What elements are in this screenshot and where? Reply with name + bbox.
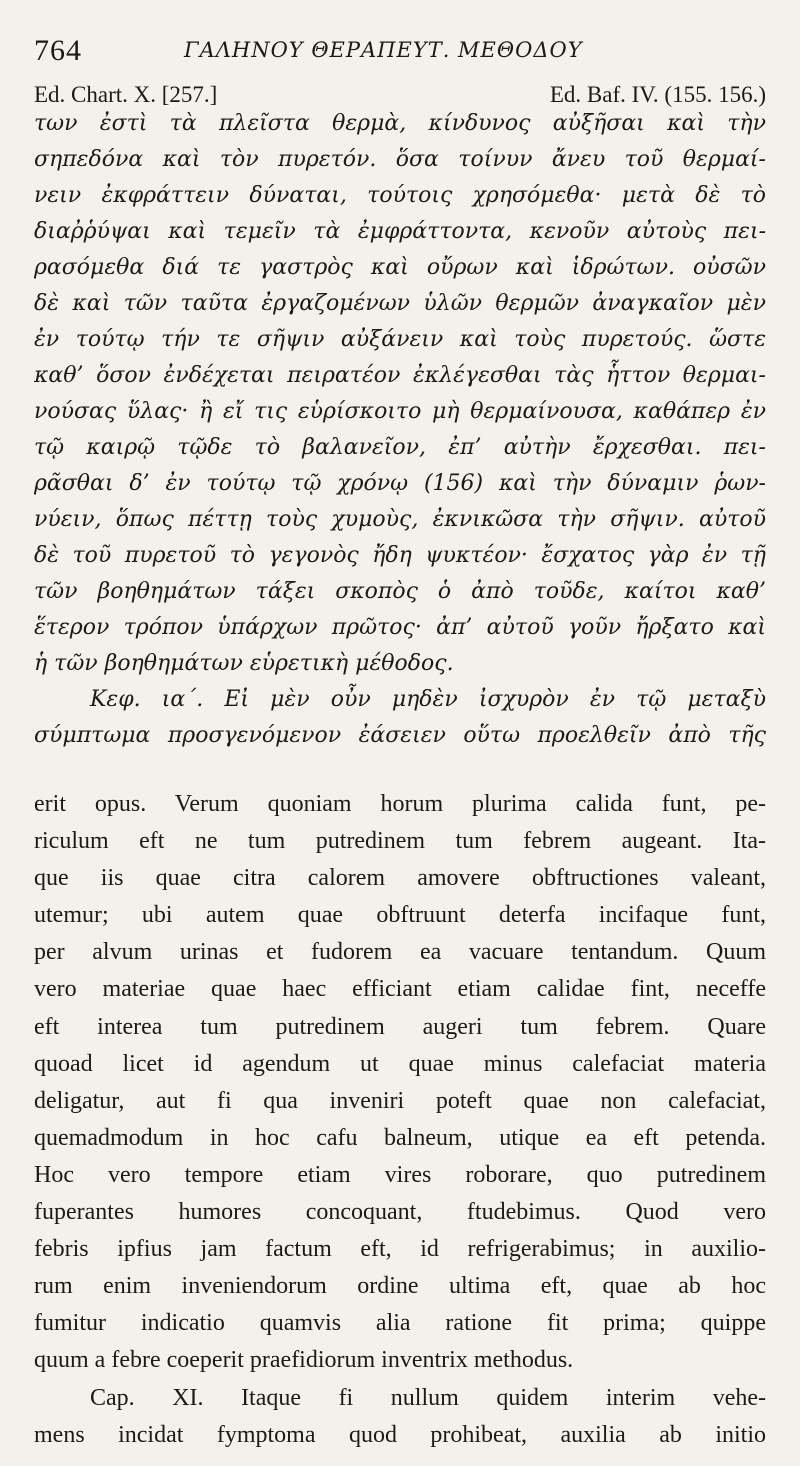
greek-line: ρᾶσθαι δ’ ἐν τούτῳ τῷ χρόνῳ (156) καὶ τὴν δύναμιν ῥων- [34,471,766,496]
latin-line: Hoc vero tempore etiam vires roborare, quo putredinem [34,1161,766,1188]
running-title: ΓΑΛΗΝΟΥ ΘΕΡΑΠΕΥΤ. ΜΕΘΟΔΟΥ [184,38,583,62]
latin-line: deligatur, aut fi qua inveniri poteft quae non calefaciat, [34,1087,766,1114]
greek-line: σύμπτωμα προσγενόμενον ἐάσειεν οὕτω προελθεῖν ἀπὸ τῆς [34,723,766,748]
greek-chapter-heading-line: Κεφ. ια΄. Εἰ μὲν οὖν μηδὲν ἰσχυρὸν ἐν τῷ μεταξὺ [90,687,766,712]
latin-text-block [34,786,766,1454]
latin-line: quemadmodum in hoc cafu balneum, utique ea eft petenda. [34,1124,766,1151]
greek-line: ἐν τούτῳ τήν τε σῆψιν αὐξάνειν καὶ τοὺς πυρετούς. ὥστε [34,327,766,352]
latin-line: fumitur indicatio quamvis alia ratione fit prima; quippe [34,1310,766,1337]
greek-line: νούσας ὕλας· ἢ εἴ τις εὑρίσκοιτο μὴ θερμαίνουσα, καθάπερ ἐν [34,399,766,424]
latin-line: que iis quae citra calorem amovere obftructiones valeant, [34,865,766,892]
latin-line: erit opus. Verum quoniam horum plurima calida funt, pe- [34,791,766,817]
greek-line: νύειν, ὅπως πέττῃ τοὺς χυμοὺς, ἐκνικῶσα τὴν σῆψιν. αὐτοῦ [34,507,766,532]
edition-chartier-ref: Ed. Chart. X. [257.] [34,82,218,107]
greek-line: διαῤῥύψαι καὶ τεμεῖν τὰ ἐμφράττοντα, κενοῦν αὐτοὺς πει- [34,219,766,244]
greek-line: καθ’ ὅσον ἐνδέχεται πειρατέον ἐκλέγεσθαι τὰς ἧττον θερμαι- [34,363,766,388]
latin-line: rum enim inveniendorum ordine ultima eft, quae ab hoc [34,1273,766,1300]
greek-line: ἡ τῶν βοηθημάτων εὑρετικὴ μέθοδος. [34,651,454,676]
latin-line: quoad licet id agendum ut quae minus calefaciat materia [34,1050,766,1077]
page-number: 764 [34,34,82,67]
latin-line: fuperantes humores concoquant, ftudebimus. Quod vero [34,1199,766,1226]
greek-line: τῶν βοηθημάτων τάξει σκοπὸς ὁ ἀπὸ τοῦδε, καίτοι καθ’ [34,579,766,604]
latin-line: quum a febre coeperit praefidiorum inventrix methodus. [34,1347,574,1374]
greek-line: δὲ τοῦ πυρετοῦ τὸ γεγονὸς ἤδη ψυκτέον· ἔσχατος γὰρ ἐν τῇ [34,543,766,568]
latin-line: vero materiae quae haec efficiant etiam calidae fint, neceffe [34,976,766,1003]
greek-line: τῷ καιρῷ τῷδε τὸ βαλανεῖον, ἐπ’ αὐτὴν ἔρχεσθαι. πει- [34,435,766,460]
greek-text-block [34,106,766,754]
greek-line: νειν ἐκφράττειν δύναται, τούτοις χρησόμεθα· μετὰ δὲ τὸ [34,183,766,208]
greek-line: δὲ καὶ τῶν ταῦτα ἐργαζομένων ὑλῶν θερμῶν ἀναγκαῖον μὲν [34,291,766,316]
edition-basel-ref: Ed. Baf. IV. (155. 156.) [549,82,766,107]
running-head [34,34,766,70]
latin-chapter-heading-line: Cap. XI. Itaque fi nullum quidem interim vehe- [90,1384,766,1411]
latin-line: eft interea tum putredinem augeri tum febrem. Quare [34,1013,766,1040]
greek-line: ἕτερον τρόπον ὑπάρχων πρῶτος· ἀπ’ αὐτοῦ γοῦν ἤρξατο καὶ [34,615,766,640]
latin-line: riculum eft ne tum putredinem tum febrem augeant. Ita- [34,828,766,855]
greek-line: ρασόμεθα διά τε γαστρὸς καὶ οὔρων καὶ ἱδρώτων. οὐσῶν [34,255,766,280]
latin-line: utemur; ubi autem quae obftruunt deterfa incifaque funt, [34,902,766,929]
latin-line: per alvum urinas et fudorem ea vacuare tentandum. Quum [34,939,766,966]
latin-line: mens incidat fymptoma quod prohibeat, auxilia ab initio [34,1421,766,1448]
greek-line: των ἐστὶ τὰ πλεῖστα θερμὰ, κίνδυνος αὐξῆσαι καὶ τὴν [34,111,766,136]
latin-line: febris ipfius jam factum eft, id refrigerabimus; in auxilio- [34,1236,766,1263]
greek-line: σηπεδόνα καὶ τὸν πυρετόν. ὅσα τοίνυν ἄνευ τοῦ θερμαί- [34,147,766,172]
